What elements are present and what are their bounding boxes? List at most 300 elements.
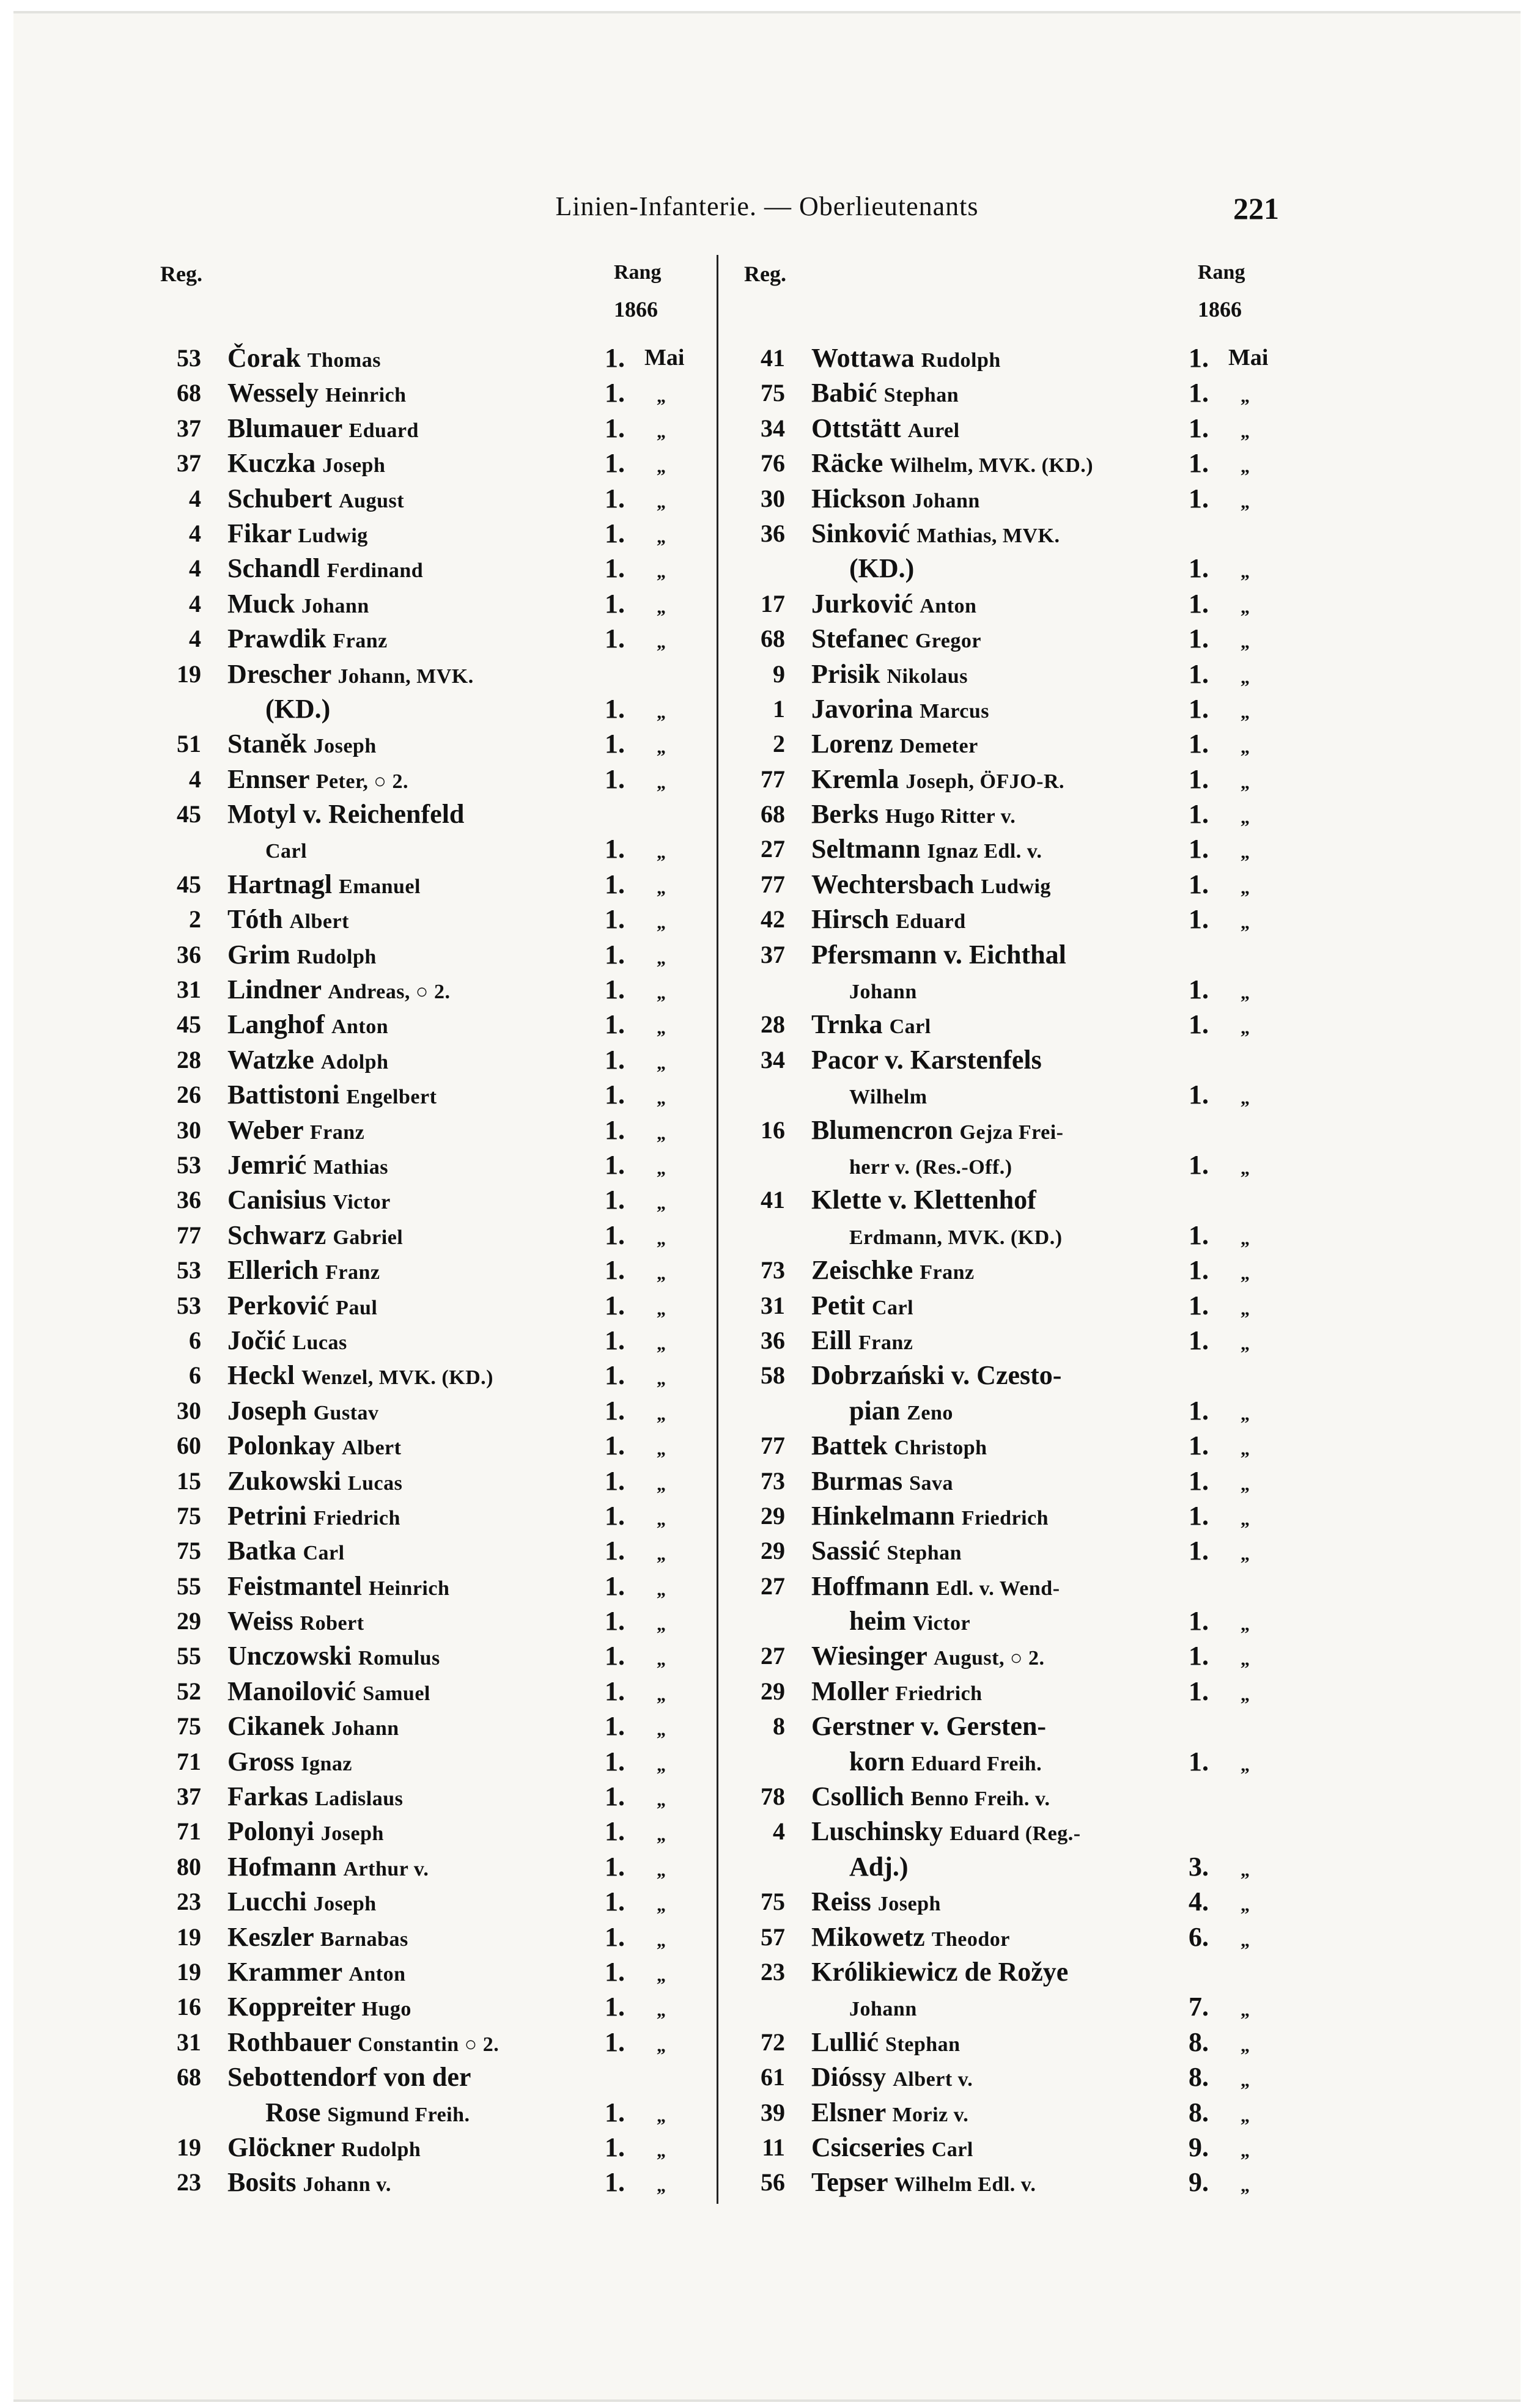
ditto-mark: „ [657,2000,666,2021]
surname: Staněk [227,729,307,759]
given-name: Friedrich [961,1506,1049,1530]
rank-day: 1. [1189,413,1209,443]
regiment-number: 29 [761,1501,785,1530]
surname: Petit [811,1290,865,1320]
officer-name [811,1113,1064,1150]
regiment-number: 34 [761,1045,785,1073]
officer-name [227,902,349,939]
regiment-number: 1 [773,694,785,723]
regiment-number: 45 [177,800,201,828]
ditto-mark: „ [1241,1684,1250,1705]
list-item [149,2095,699,2130]
list-item [149,586,699,621]
regiment-number: 60 [177,1432,201,1460]
given-name: Ignaz Edl. v. [927,840,1042,863]
ditto-mark: „ [657,1965,666,1986]
officer-name [227,657,474,694]
list-item [733,2060,1283,2094]
list-item [733,1428,1283,1463]
regiment-number: 37 [177,414,201,442]
surname: Langhof [227,1009,325,1040]
list-item [733,1884,1283,1919]
officer-name [811,937,1066,974]
rank-day: 1. [605,904,625,935]
rank-day: 1. [605,378,625,408]
regiment-number: 45 [177,870,201,898]
surname: Petrini [227,1500,307,1531]
ditto-mark: „ [1241,2035,1250,2056]
list-item [733,867,1283,902]
regiment-number: 16 [761,1116,785,1144]
given-name: Wilhelm Edl. v. [894,2173,1036,2196]
officer-name [811,1814,1081,1851]
column-header [149,255,699,341]
officer-name [811,621,981,658]
given-name: Carl [303,1542,345,1565]
surname: Räcke [811,448,883,479]
given-name: Ladislaus [315,1788,404,1811]
rank-day: 1. [605,553,625,584]
officer-name [227,341,381,378]
given-name: Heinrich [368,1577,450,1600]
given-name: Lucas [292,1331,347,1354]
rank-day: 1. [1189,869,1209,899]
regiment-number: 8 [773,1712,785,1740]
list-item [149,831,699,866]
surname: Drescher [227,658,331,689]
regiment-number: 52 [177,1677,201,1705]
list-item [149,1464,699,1498]
list-item [733,621,1283,656]
surname: Kuczka [227,448,316,479]
regiment-number: 77 [761,765,785,793]
rank-day: 1. [1189,1149,1209,1180]
rank-day: 8. [1189,2027,1209,2057]
list-item [733,411,1283,446]
given-name: Romulus [358,1647,440,1670]
officer-name [811,1674,983,1711]
list-item [149,972,699,1007]
officer-name [811,411,960,448]
list-item [733,341,1283,375]
rank-day: 9. [1189,2132,1209,2162]
officer-name [811,516,1060,553]
regiment-number: 75 [177,1501,201,1530]
surname: Schubert [227,483,333,514]
list-item [733,1393,1283,1428]
list-item [149,1603,699,1638]
regiment-number: 75 [177,1712,201,1740]
officer-name [227,586,369,624]
surname: Polonyi [227,1816,314,1847]
ditto-mark: „ [1241,2105,1250,2126]
officer-name [811,1954,1068,1992]
officer-name [811,341,1001,378]
regiment-number: 75 [761,379,785,407]
ditto-mark: „ [657,1088,666,1109]
regiment-number: 4 [773,1817,785,1846]
surname: Elsner [811,2097,886,2127]
given-name: Joseph [313,1893,377,1916]
list-item [733,902,1283,937]
officer-name [849,1218,1063,1255]
ditto-mark: „ [657,842,666,863]
surname: Grim [227,939,290,970]
ditto-mark: „ [657,421,666,442]
surname: Tóth [227,904,283,935]
ditto-mark: „ [657,1649,666,1670]
officer-name [227,1042,389,1080]
given-name: Peter, ○ 2. [315,770,408,793]
officer-name [227,411,419,448]
list-item [733,691,1283,726]
ditto-mark: „ [1241,1860,1250,1880]
regiment-number: 31 [761,1291,785,1319]
surname: korn [849,1746,905,1777]
officer-name [849,1077,927,1114]
list-item [149,1253,699,1287]
ditto-mark: „ [1241,1474,1250,1495]
list-item [149,1288,699,1323]
regiment-number: 26 [177,1081,201,1109]
given-name: Anton [920,594,977,617]
officer-name [227,2060,471,2097]
left-column [149,255,699,2200]
officer-name [811,1569,1060,1606]
ditto-mark: „ [1241,1088,1250,1109]
given-name: Franz [920,1261,975,1284]
ditto-mark: „ [657,1684,666,1705]
reg-header: Reg. [744,262,786,286]
rank-day: 1. [605,1360,625,1391]
given-name: Johann [849,981,917,1004]
regiment-number: 23 [177,1888,201,1916]
officer-name [849,1603,970,1641]
list-item [733,1744,1283,1779]
officer-name [811,1709,1046,1746]
officer-name [811,1533,962,1570]
regiment-number: 39 [761,2098,785,2126]
given-name: Paul [336,1296,378,1319]
given-name: Stephan [885,2033,961,2056]
given-name: Joseph, ÖFJO-R. [905,770,1065,793]
surname: Jemrić [227,1149,307,1180]
given-name: Johann [849,1998,917,2021]
list-item [733,446,1283,480]
rank-day: 1. [605,693,625,724]
list-item [733,1674,1283,1709]
list-item [733,1638,1283,1673]
surname: (KD.) [849,553,915,584]
officer-name [227,1464,402,1501]
given-name: Christoph [894,1437,987,1460]
given-name: Carl [889,1015,931,1039]
rank-day: 1. [1189,1676,1209,1706]
regiment-number: 19 [177,660,201,688]
ditto-mark: „ [657,702,666,723]
list-item [733,481,1283,516]
given-name: Zeno [907,1401,953,1424]
given-name: Stephan [887,1542,962,1565]
ditto-mark: „ [657,2105,666,2126]
surname: Csicseries [811,2132,925,2162]
surname: Battistoni [227,1080,340,1110]
surname: Muck [227,588,295,619]
regiment-number: 68 [177,2063,201,2091]
given-name: Victor [912,1612,971,1635]
surname: Wottawa [811,343,915,373]
given-name: Ferdinand [326,559,424,583]
given-name: Gabriel [333,1226,404,1249]
surname: Lucchi [227,1887,307,1917]
surname: Hickson [811,483,906,514]
ditto-mark: „ [657,1754,666,1775]
list-item [733,1533,1283,1568]
surname: Jočić [227,1325,286,1355]
given-name: Ignaz [301,1752,352,1775]
list-item [733,937,1283,972]
list-item [149,2130,699,2165]
officer-name [227,1498,400,1536]
ditto-mark: „ [1241,1158,1250,1179]
officer-name [849,1744,1042,1781]
list-item [149,1779,699,1814]
surname: Lullić [811,2027,879,2057]
list-item [733,1498,1283,1533]
list-item [149,1569,699,1603]
regiment-number: 4 [189,484,201,512]
officer-name [811,1884,941,1921]
regiment-number: 76 [761,449,785,477]
list-item [149,375,699,410]
ditto-mark: „ [1241,2140,1250,2161]
officer-name [811,1464,953,1501]
ditto-mark: „ [657,2176,666,2196]
surname: Čorak [227,343,301,373]
given-name: Rudolph [341,2138,421,2161]
surname: Rothbauer [227,2027,352,2057]
officer-name [227,1323,347,1360]
list-item [149,1920,699,1954]
list-item [149,937,699,972]
officer-name [227,1358,493,1395]
list-item [733,831,1283,866]
officer-name [227,481,404,518]
given-name: Franz [858,1331,913,1354]
ditto-mark: „ [657,1930,666,1951]
given-name: Gustav [313,1401,379,1424]
given-name: Franz [325,1261,380,1284]
surname: Gerstner v. Gersten- [811,1711,1047,1742]
given-name: Arthur v. [343,1857,429,1880]
officer-name [265,2095,470,2132]
list-item [733,375,1283,410]
rank-day: 1. [605,1290,625,1320]
surname: Weiss [227,1606,293,1637]
regiment-number: 28 [761,1011,785,1039]
ditto-mark: „ [1241,808,1250,828]
surname: Mikowetz [811,1921,925,1952]
list-item [733,2165,1283,2200]
officer-name [849,1849,909,1887]
regiment-number: 17 [761,589,785,617]
regiment-number: 71 [177,1747,201,1775]
given-name: herr v. (Res.-Off.) [849,1155,1012,1179]
surname: Hoffmann [811,1570,930,1601]
ditto-mark: „ [657,913,666,933]
officer-name [227,375,407,413]
ditto-mark: „ [657,1158,666,1179]
ditto-mark: „ [657,1053,666,1073]
rank-day: 1. [605,1044,625,1075]
list-item [733,726,1283,761]
given-name: Ludwig [981,875,1051,898]
given-name: Victor [333,1191,391,1214]
given-name: Marcus [920,699,990,723]
officer-name [227,1253,380,1290]
surname: Glöckner [227,2132,335,2162]
regiment-number: 71 [177,1817,201,1846]
ditto-mark: „ [657,1228,666,1249]
officer-name [227,1218,403,1255]
officer-name [227,937,377,974]
rank-day: 1. [605,1711,625,1742]
surname: Lorenz [811,729,893,759]
rank-day: 1. [605,588,625,619]
ditto-mark: „ [657,1720,666,1740]
rank-day: 1. [605,1185,625,1215]
list-item [733,1464,1283,1498]
list-item [149,762,699,797]
officer-name [811,375,959,413]
ditto-mark: „ [1241,457,1250,477]
regiment-number: 53 [177,344,201,372]
rank-day: 1. [605,869,625,899]
rank-day: 1. [1189,1746,1209,1777]
rank-day: 1. [1189,483,1209,514]
ditto-mark: „ [657,1439,666,1460]
given-name: Samuel [363,1682,430,1705]
regiment-number: 34 [761,414,785,442]
given-name: Johann [912,489,980,512]
surname: Zukowski [227,1465,341,1496]
officer-name [811,1779,1050,1816]
rank-day: 1. [605,1570,625,1601]
list-item [149,726,699,761]
surname: Hirsch [811,904,890,935]
list-item [733,551,1283,586]
rank-month: Mai [644,345,685,370]
surname: Ennser [227,764,309,794]
officer-name [227,1569,449,1606]
rank-day: 1. [605,448,625,479]
rank-day: 1. [605,2167,625,2198]
ditto-mark: „ [1241,1018,1250,1039]
officer-name [227,1428,401,1465]
surname: Batka [227,1536,297,1566]
surname: Watzke [227,1044,314,1075]
regiment-number: 4 [189,589,201,617]
officer-name [227,1709,399,1746]
rank-day: 1. [1189,1500,1209,1531]
officer-name [227,2165,391,2202]
officer-name [811,481,980,518]
rank-day: 1. [1189,1255,1209,1286]
ditto-mark: „ [657,526,666,547]
ditto-mark: „ [657,1404,666,1424]
surname: Sinković [811,518,910,548]
ditto-mark: „ [657,983,666,1004]
list-item [733,1709,1283,1743]
ditto-mark: „ [1241,913,1250,933]
given-name: Joseph [320,1822,384,1846]
surname: Gross [227,1746,295,1777]
column-divider [717,255,718,2204]
surname: Zeischke [811,1255,913,1286]
list-item [733,2095,1283,2130]
regiment-number: 9 [773,660,785,688]
ditto-mark: „ [1241,877,1250,898]
ditto-mark: „ [1241,1649,1250,1670]
officer-name [227,516,368,553]
regiment-number: 55 [177,1572,201,1600]
regiment-number: 6 [189,1361,201,1390]
regiment-number: 78 [761,1783,785,1811]
given-name: Mathias [313,1155,388,1179]
given-name: Carl [265,840,308,863]
given-name: August [339,489,405,512]
list-item [733,1042,1283,1077]
regiment-number: 68 [177,379,201,407]
given-name: Johann, MVK. [337,665,474,688]
ditto-mark: „ [657,1333,666,1354]
regiment-number: 77 [761,1432,785,1460]
list-item [733,1603,1283,1638]
regiment-number: 31 [177,976,201,1004]
officer-name [811,2165,1036,2202]
regiment-number: 31 [177,2028,201,2056]
rank-day: 1. [1189,1395,1209,1426]
ditto-mark: „ [1241,702,1250,723]
rank-day: 1. [605,518,625,548]
surname: Ottstätt [811,413,901,443]
regiment-number: 23 [761,1957,785,1986]
officer-name [811,586,976,624]
surname: Moller [811,1676,889,1706]
regiment-number: 4 [189,765,201,793]
rank-day: 1. [1189,693,1209,724]
ditto-mark: „ [657,1369,666,1390]
surname: Wessely [227,378,319,408]
ditto-mark: „ [657,1615,666,1635]
rank-day: 1. [605,1009,625,1040]
list-item [733,797,1283,831]
officer-name [811,657,968,694]
ditto-mark: „ [657,1825,666,1846]
officer-name [811,1498,1049,1536]
rank-day: 1. [605,413,625,443]
rank-day: 1. [1189,1606,1209,1637]
list-item [733,1253,1283,1287]
regiment-number: 53 [177,1151,201,1179]
rank-day: 1. [1189,974,1209,1005]
regiment-number: 36 [761,1326,785,1354]
given-name: Johann [331,1717,399,1740]
surname: Sassić [811,1536,880,1566]
regiment-number: 80 [177,1852,201,1880]
ditto-mark: „ [657,1193,666,1214]
given-name: Robert [300,1612,364,1635]
